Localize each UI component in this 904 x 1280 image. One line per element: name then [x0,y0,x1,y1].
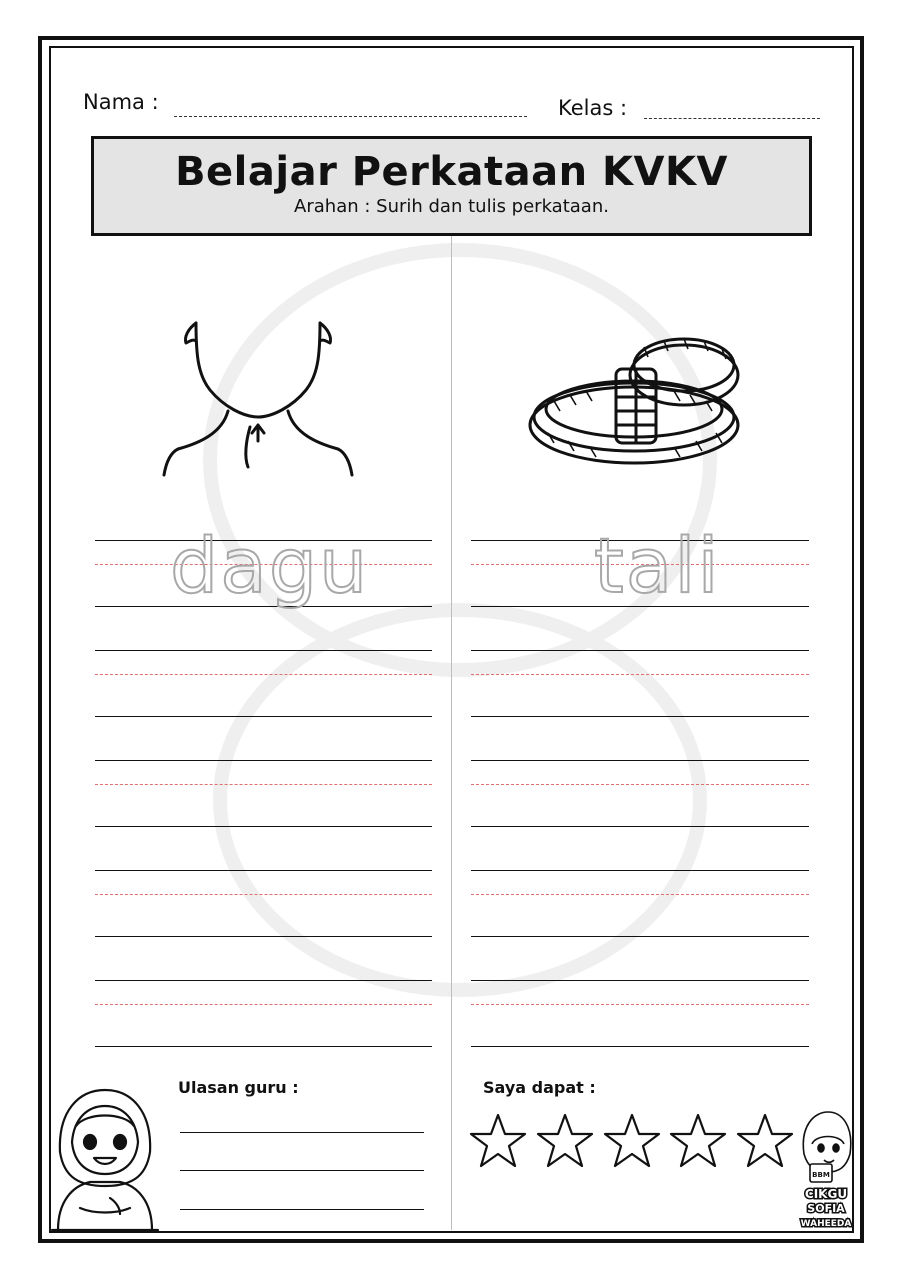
comment-line[interactable] [180,1209,424,1210]
title-box [91,136,812,236]
comment-line[interactable] [180,1170,424,1171]
star-icon[interactable] [468,1112,528,1170]
writing-row[interactable] [471,870,809,940]
teacher-comment-label: Ulasan guru : [178,1078,299,1097]
star-icon[interactable] [602,1112,662,1170]
book-badge: BBM [812,1171,830,1179]
class-field [558,96,627,120]
trace-word-right: tali [594,521,721,610]
trace-word-left: dagu [170,521,370,610]
writing-row[interactable] [471,980,809,1050]
brand-line: WAHEEDA [800,1219,852,1229]
writing-row[interactable] [95,650,432,720]
writing-row[interactable] [471,650,809,720]
writing-row[interactable] [471,760,809,830]
class-label: Kelas : [558,96,628,120]
writing-row[interactable] [95,980,432,1050]
chin-neck-illustration [158,315,360,480]
instruction-text: Arahan : Surih dan tulis perkataan. [294,196,609,217]
coiled-rope-illustration [524,325,746,477]
brand-line: SOFIA [807,1202,845,1215]
girl-mascot-illustration [50,1082,160,1232]
class-line[interactable] [644,114,820,119]
name-label: Nama : [83,90,159,114]
score-label: Saya dapat : [483,1078,596,1097]
star-icon[interactable] [535,1112,595,1170]
writing-row[interactable] [95,760,432,830]
name-field [83,90,159,114]
writing-row[interactable] [95,870,432,940]
star-icon[interactable] [668,1112,728,1170]
cikgu-brand-logo [794,1108,858,1234]
name-line[interactable] [174,112,527,117]
worksheet-title: Belajar Perkataan KVKV [175,149,728,195]
column-divider [451,236,452,1230]
brand-line: CIKGU [804,1187,848,1201]
star-icon[interactable] [735,1112,795,1170]
comment-line[interactable] [180,1132,424,1133]
